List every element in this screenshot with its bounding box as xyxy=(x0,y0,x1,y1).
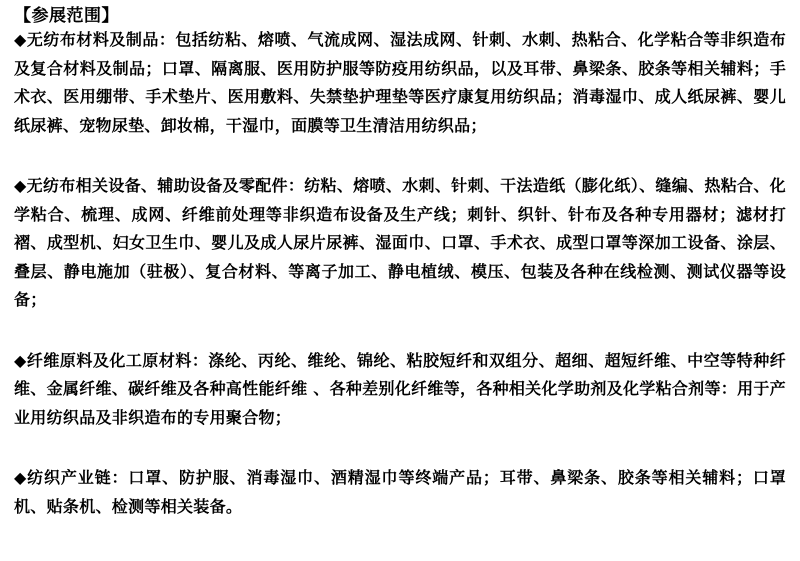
scope-section-nonwoven-materials xyxy=(14,26,786,140)
scope-paragraph: ◆纤维原料及化工原材料：涤纶、丙纶、维纶、锦纶、粘胶短纤和双组分、超细、超短纤维、中空等特种纤维、金属纤维、碳纤维及各种高性能纤维 、各种差别化纤维等，各种相关化学助剂及化学粘合剂等：用于产业用纺织品及非织造布的专用聚合物； xyxy=(14,350,786,427)
scope-section-fiber-materials xyxy=(14,347,786,433)
scope-paragraph: ◆无纺布相关设备、辅助设备及零配件：纺粘、熔喷、水刺、针刺、干法造纸（膨化纸）、缝编、热粘合、化学粘合、梳理、成网、纤维前处理等非织造布设备及生产线；刺针、织针、针布及各种专用器材；滤材打褶、成型机、妇女卫生巾、婴儿及成人尿片尿裤、湿面巾、口罩、手术衣、成型口罩等深加工设备、涂层、叠层、静电施加（驻极）、复合材料、等离子加工、静电植绒、模压、包装及各种在线检测、测试仪器等设备； xyxy=(14,176,786,309)
scope-section-textile-chain xyxy=(14,464,786,521)
section-heading: 【参展范围】 xyxy=(14,6,119,26)
scope-paragraph: ◆纺织产业链：口罩、防护服、消毒湿巾、酒精湿巾等终端产品；耳带、鼻梁条、胶条等相关辅料；口罩机、贴条机、检测等相关装备。 xyxy=(14,468,786,516)
scope-section-nonwoven-equipment xyxy=(14,172,786,315)
scope-paragraph: ◆无纺布材料及制品：包括纺粘、熔喷、气流成网、湿法成网、针刺、水刺、热粘合、化学粘合等非织造布及复合材料及制品；口罩、隔离服、医用防护服等防疫用纺织品，以及耳带、鼻梁条、胶条等相关辅料；手术衣、医用绷带、手术垫片、医用敷料、失禁垫护理垫等医疗康复用纺织品；消毒湿巾、成人纸尿裤、婴儿纸尿裤、宠物尿垫、卸妆棉，干湿巾，面膜等卫生清洁用纺织品； xyxy=(14,30,786,135)
